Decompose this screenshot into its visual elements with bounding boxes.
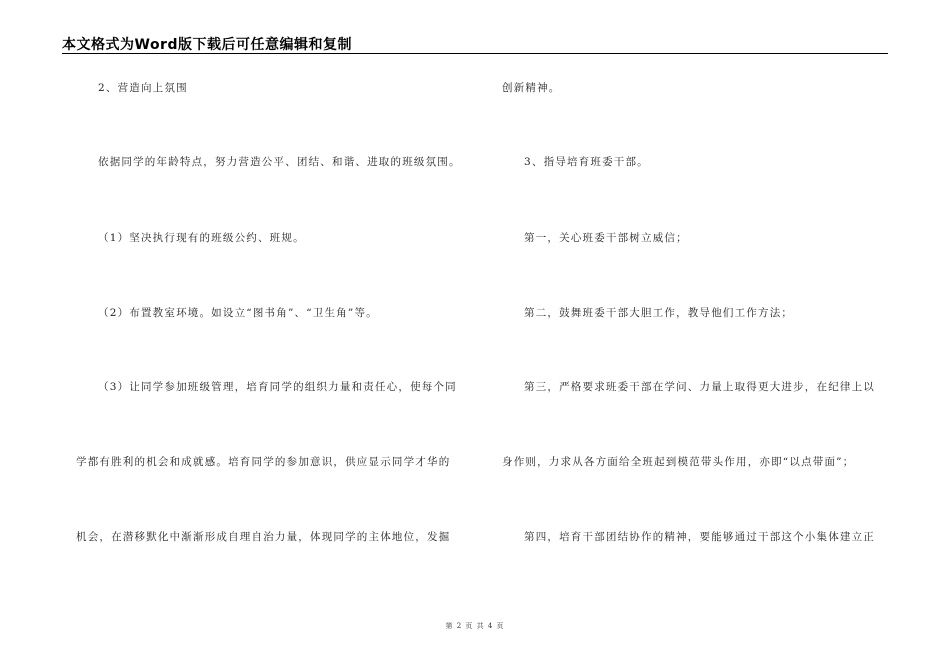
page-number: 第 2 页 共 4 页 xyxy=(445,622,505,630)
left-line-5: （3）让同学参加班级管理，培育同学的组织力量和责任心，使每个同 xyxy=(98,381,457,393)
right-line-1: 创新精神。 xyxy=(502,82,561,94)
right-line-2: 3、指导培育班委干部。 xyxy=(524,156,649,168)
header-divider xyxy=(62,53,888,54)
right-line-5: 第三，严格要求班委干部在学问、力量上取得更大进步，在纪律上以 xyxy=(524,381,875,393)
right-line-4: 第二，鼓舞班委干部大胆工作，教导他们工作方法； xyxy=(524,307,794,319)
right-line-3: 第一，关心班委干部树立威信； xyxy=(524,232,688,244)
left-line-6: 学都有胜利的机会和成就感。培育同学的参加意识，供应显示同学才华的 xyxy=(76,456,451,468)
right-line-7: 第四，培育干部团结协作的精神，要能够通过干部这个小集体建立正 xyxy=(524,531,875,543)
left-line-2: 依据同学的年龄特点，努力营造公平、团结、和谐、进取的班级氛围。 xyxy=(98,156,461,168)
left-line-7: 机会，在潜移默化中渐渐形成自理自治力量，体现同学的主体地位，发掘 xyxy=(76,531,451,543)
left-line-3: （1）坚决执行现有的班级公约、班规。 xyxy=(98,232,305,244)
left-line-4: （2）布置教室环境。如设立“图书角”、“卫生角”等。 xyxy=(98,307,378,319)
right-line-6: 身作则，力求从各方面给全班起到模范带头作用，亦即“以点带面”； xyxy=(502,456,855,468)
document-header-title: 本文格式为Word版下载后可任意编辑和复制 xyxy=(62,37,352,53)
left-line-1: 2、营造向上氛围 xyxy=(98,82,188,94)
